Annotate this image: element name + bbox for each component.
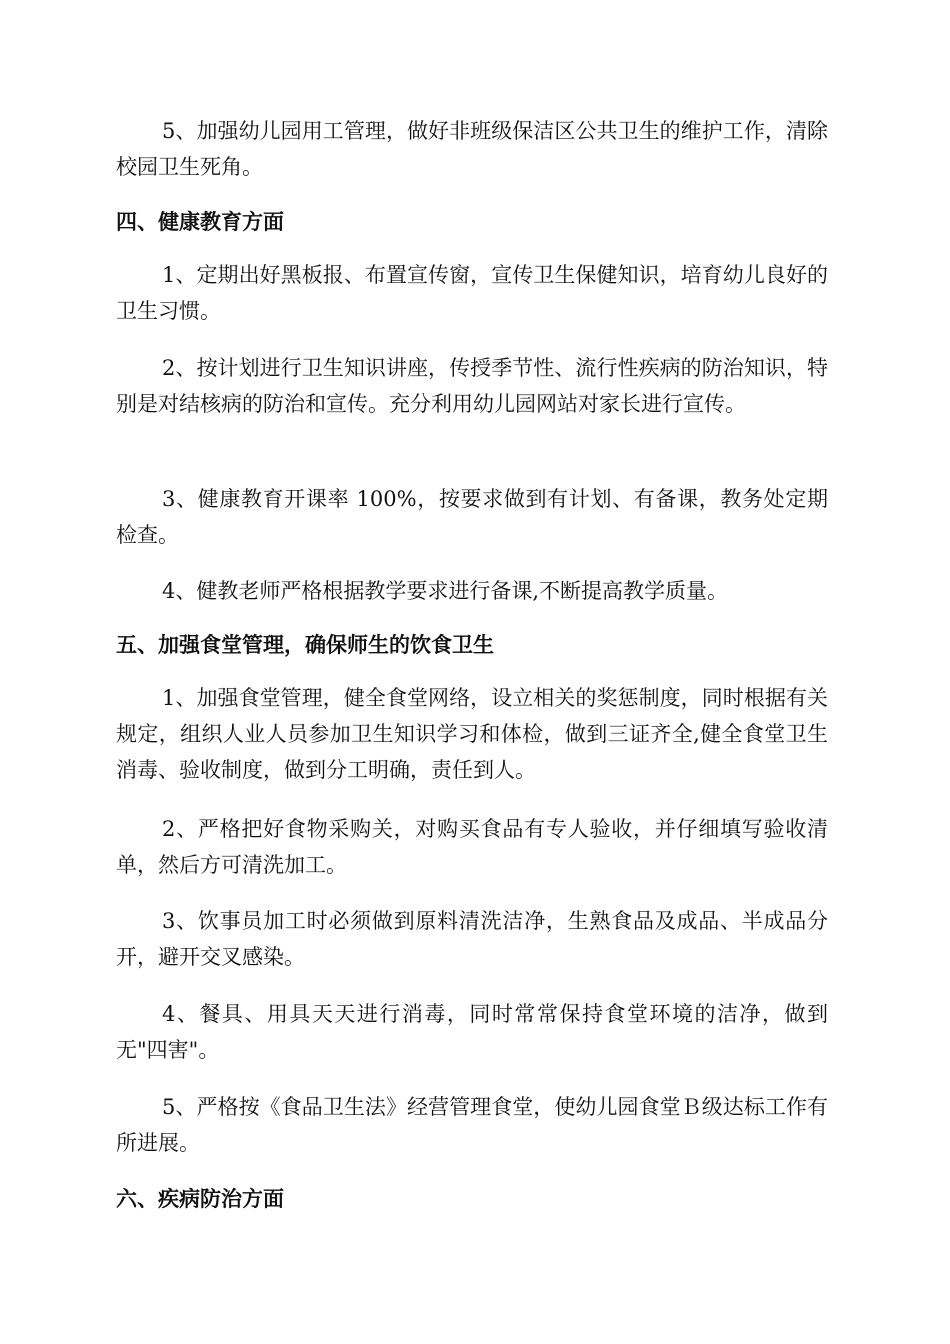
paragraph-teacher-preparation: 4、健教老师严格根据教学要求进行备课,不断提高教学质量。 [162,579,729,603]
section-heading-disease-prevention: 六、疾病防治方面 [116,1187,284,1211]
paragraph-food-processing: 3、饮事员加工时必须做到原料清洗洁净，生熟食品及成品、半成品分开，避开交叉感染。 [116,909,828,969]
paragraph-health-lectures: 2、按计划进行卫生知识讲座，传授季节性、流行性疾病的防治知识，特别是对结核病的防治和宣传。充分利用幼儿园网站对家长进行宣传。 [116,356,828,416]
paragraph-canteen-network: 1、加强食堂管理，健全食堂网络，设立相关的奖惩制度，同时根据有关规定，组织人业人员参加卫生知识学习和体检，做到三证齐全,健全食堂卫生消毒、验收制度，做到分工明确，责任到人。 [116,686,828,782]
paragraph-utensil-disinfection: 4、餐具、用具天天进行消毒，同时常常保持食堂环境的洁净，做到无"四害"。 [116,1002,828,1062]
paragraph-blackboard-publicity: 1、定期出好黑板报、布置宣传窗，宣传卫生保健知识，培育幼儿良好的卫生习惯。 [116,263,828,323]
paragraph-item-5-staff-management: 5、加强幼儿园用工管理，做好非班级保洁区公共卫生的维护工作，清除校园卫生死角。 [116,119,828,179]
section-heading-canteen-management: 五、加强食堂管理，确保师生的饮食卫生 [116,633,494,657]
section-heading-health-education: 四、健康教育方面 [116,210,284,234]
paragraph-food-purchasing: 2、严格把好食物采购关，对购买食品有专人验收，并仔细填写验收清单，然后方可清洗加工。 [116,817,828,877]
paragraph-course-rate: 3、健康教育开课率 100%，按要求做到有计划、有备课，教务处定期检查。 [116,487,828,547]
paragraph-food-hygiene-law: 5、严格按《食品卫生法》经营管理食堂，使幼儿园食堂Ｂ级达标工作有所进展。 [116,1095,828,1155]
